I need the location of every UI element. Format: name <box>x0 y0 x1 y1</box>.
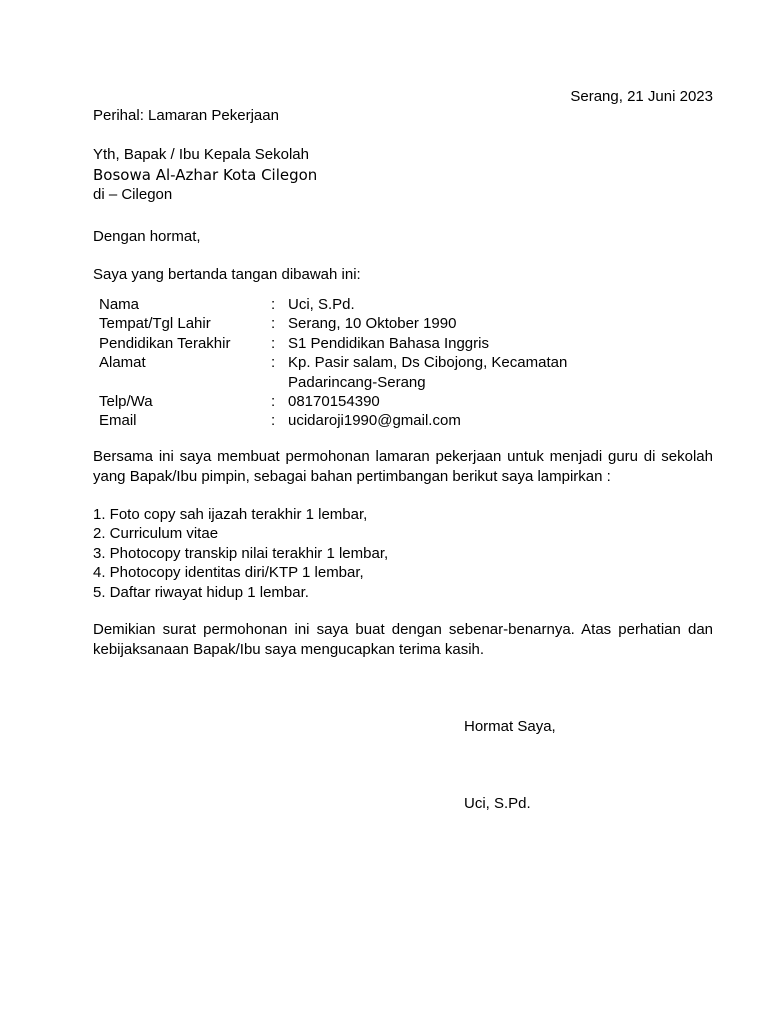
recipient-school: Bosowa Al-Azhar Kota Cilegon <box>93 166 318 184</box>
closing-paragraph: Demikian surat permohonan ini saya buat dengan sebenar-benarnya. Atas perhatian dan kebijaksanaan Bapak/Ibu saya mengucapkan terima kasih. <box>93 621 713 658</box>
identity-value: 08170154390 <box>288 392 380 410</box>
identity-row-phone <box>99 392 719 411</box>
identity-row-email <box>99 411 719 430</box>
identity-colon: : <box>271 354 276 372</box>
identity-colon: : <box>271 315 276 333</box>
identity-value: Kp. Pasir salam, Ds Cibojong, Kecamatan <box>288 354 568 372</box>
intro-line: Saya yang bertanda tangan dibawah ini: <box>93 266 361 283</box>
recipient-location: di – Cilegon <box>93 186 173 203</box>
attachment-item: 2. Curriculum vitae <box>93 525 219 543</box>
identity-value: Serang, 10 Oktober 1990 <box>288 315 457 333</box>
identity-row-name <box>99 295 719 314</box>
identity-colon: : <box>271 296 276 313</box>
identity-value: Uci, S.Pd. <box>288 296 355 313</box>
identity-label: Alamat <box>99 354 146 372</box>
body-paragraph: Bersama ini saya membuat permohonan lamaran pekerjaan untuk menjadi guru di sekolah yang Bapak/Ibu pimpin, sebagai bahan pertimbangan berikut saya lampirkan : <box>93 448 713 485</box>
greeting: Dengan hormat, <box>93 228 201 245</box>
attachment-item: 1. Foto copy sah ijazah terakhir 1 lembar, <box>93 506 368 523</box>
subject-line: Perihal: Lamaran Pekerjaan <box>93 107 279 124</box>
identity-row-address <box>99 353 719 392</box>
identity-colon: : <box>271 412 276 430</box>
place-date: Serang, 21 Juni 2023 <box>570 88 713 105</box>
attachment-item: 5. Daftar riwayat hidup 1 lembar. <box>93 583 309 601</box>
identity-colon: : <box>271 392 276 410</box>
attachment-list <box>93 505 388 602</box>
attachment-item: 4. Photocopy identitas diri/KTP 1 lembar, <box>93 564 364 582</box>
identity-label: Email <box>99 412 137 430</box>
identity-row-birth <box>99 314 719 333</box>
recipient-line-1: Yth, Bapak / Ibu Kepala Sekolah <box>93 146 309 163</box>
identity-value-continued: Padarincang-Serang <box>288 373 426 391</box>
identity-label: Tempat/Tgl Lahir <box>99 315 211 333</box>
identity-label: Nama <box>99 296 140 313</box>
identity-value: ucidaroji1990@gmail.com <box>288 412 461 430</box>
closing-salutation: Hormat Saya, <box>464 718 556 735</box>
identity-row-education <box>99 334 719 353</box>
identity-label: Telp/Wa <box>99 392 153 410</box>
attachment-item: 3. Photocopy transkip nilai terakhir 1 lembar, <box>93 544 389 562</box>
recipient-block <box>93 145 317 205</box>
identity-colon: : <box>271 334 276 352</box>
identity-table <box>99 295 719 431</box>
identity-label: Pendidikan Terakhir <box>99 334 231 352</box>
signer-name: Uci, S.Pd. <box>464 795 531 812</box>
identity-value: S1 Pendidikan Bahasa Inggris <box>288 334 489 352</box>
